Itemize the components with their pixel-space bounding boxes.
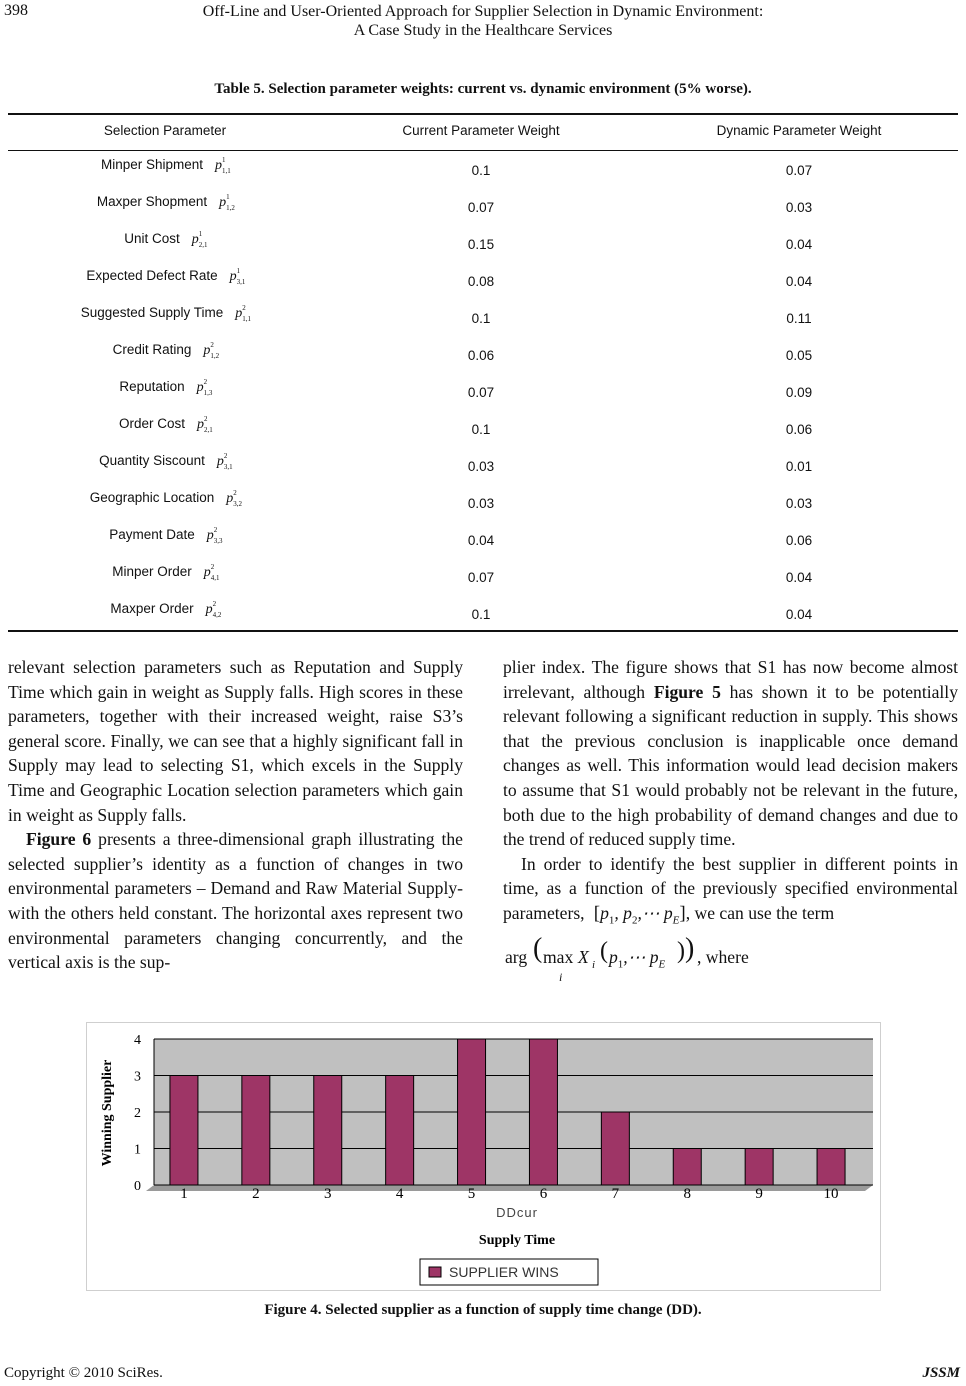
bar	[601, 1112, 629, 1185]
current-weight-cell: 0.06	[467, 348, 495, 363]
current-weight-cell: 0.1	[471, 311, 491, 326]
figure-4	[86, 1022, 881, 1291]
dynamic-weight-cell: 0.06	[785, 422, 813, 437]
table-row	[0, 157, 966, 194]
right-column	[503, 655, 958, 985]
current-weight-cell: 0.1	[471, 607, 491, 622]
table-row	[0, 342, 966, 379]
bar	[170, 1076, 198, 1186]
param-symbol: p 2 4,1	[203, 563, 220, 582]
running-title	[0, 2, 966, 40]
legend-swatch	[429, 1267, 441, 1277]
chart-title: Supply Time	[478, 1233, 556, 1248]
journal-name: JSSM	[922, 1365, 960, 1381]
legend-label: SUPPLIER WINS	[449, 1264, 559, 1280]
bar	[817, 1149, 845, 1186]
figure-ref: Figure 5	[653, 681, 721, 702]
copyright: Copyright © 2010 SciRes.	[4, 1365, 163, 1381]
dynamic-weight-cell: 0.01	[785, 459, 813, 474]
dynamic-weight-cell: 0.04	[785, 570, 813, 585]
current-weight-cell: 0.15	[467, 237, 495, 252]
figure-caption: Figure 4. Selected supplier as a function of supply time change (DD).	[264, 1302, 702, 1318]
param-name-cell: Maxper Shopment p 1 1,2	[96, 193, 235, 212]
table-bottom-rule	[8, 630, 958, 632]
dynamic-weight-cell: 0.11	[786, 311, 812, 326]
table-header-param: Selection Parameter	[103, 123, 227, 138]
y-tick-label: 3	[134, 1069, 141, 1085]
x-tick-label: 7	[611, 1186, 620, 1202]
table-header-rule	[8, 150, 958, 151]
param-name-cell: Payment Date p 2 3,3	[109, 526, 223, 545]
table-header-current: Current Parameter Weight	[402, 123, 560, 138]
dynamic-weight-cell: 0.09	[785, 385, 813, 400]
x-tick-label: 8	[683, 1186, 691, 1202]
bar	[386, 1076, 414, 1186]
param-symbol: p 1 3,1	[229, 267, 246, 286]
dynamic-weight-cell: 0.07	[785, 163, 813, 178]
param-symbol: p 2 3,2	[226, 489, 243, 508]
y-tick-label: 4	[134, 1033, 141, 1048]
x-tick-label: 4	[395, 1186, 404, 1202]
current-weight-cell: 0.07	[467, 570, 495, 585]
param-name-cell: Reputation p 2 1,3	[119, 378, 213, 397]
bar-chart	[87, 1023, 880, 1290]
current-weight-cell: 0.07	[467, 385, 495, 400]
current-weight-cell: 0.03	[467, 496, 495, 511]
param-name-cell: Geographic Location p 2 3,2	[89, 489, 243, 508]
dynamic-weight-cell: 0.04	[785, 274, 813, 289]
bar	[458, 1039, 486, 1185]
x-tick-label: 2	[252, 1186, 260, 1202]
x-tick-label: 3	[324, 1186, 332, 1202]
x-tick-label: 10	[823, 1186, 839, 1202]
vector-formula-body: $p_1$, $p_2,\cdots$ $p_E$	[600, 902, 680, 927]
table-row	[0, 564, 966, 601]
x-axis-label: DDcur	[496, 1205, 538, 1220]
figure-ref: Figure 6	[26, 829, 92, 850]
param-name-cell: Expected Defect Rate p 1 3,1	[86, 267, 246, 286]
table-row	[0, 231, 966, 268]
param-symbol: p 2 1,3	[196, 378, 213, 397]
param-name-cell: Credit Rating p 2 1,2	[112, 341, 220, 360]
table-header-dynamic: Dynamic Parameter Weight	[716, 123, 882, 138]
paragraph: relevant selection parameters such as Reputation and Supply Time which gain in weight as Supply falls. High scores in these parameters, together with their increased weight, raise S3’s general score. Finally, we can see that a highly significant fall in Supply may lead to selecting S1, which excels in the Supply Time and Geographic Location selection parameters which gain in weight as Supply falls.	[8, 657, 463, 825]
param-name-cell: Unit Cost p 1 2,1	[124, 230, 208, 249]
argmax-formula: arg ( max i X i ( $p_1,\cdots$ $p_E$ ) ) , where	[505, 933, 749, 985]
dynamic-weight-cell: 0.04	[785, 237, 813, 252]
param-symbol: p 2 3,1	[216, 452, 233, 471]
table-row	[0, 194, 966, 231]
bar	[314, 1076, 342, 1186]
x-tick-label: 9	[755, 1186, 763, 1202]
y-tick-label: 0	[134, 1179, 141, 1194]
param-name-cell: Minper Shipment p 1 1,1	[100, 156, 231, 175]
dynamic-weight-cell: 0.06	[785, 533, 813, 548]
param-name-cell: Quantity Siscount p 2 3,1	[99, 452, 233, 471]
table-row	[0, 601, 966, 638]
current-weight-cell: 0.1	[471, 422, 491, 437]
param-symbol: p 1 1,1	[215, 156, 231, 175]
table-top-rule	[8, 113, 958, 115]
table-row	[0, 305, 966, 342]
dynamic-weight-cell: 0.04	[785, 607, 813, 622]
current-weight-cell: 0.04	[467, 533, 495, 548]
param-name-cell: Suggested Supply Time p 2 1,1	[80, 304, 252, 323]
param-symbol: p 1 1,2	[219, 193, 235, 212]
paragraph: In order to identify the best supplier in different points in time, as a function of the previously specified environmental parameters, [$p_1$, $p_2,\cdots$ $p_E$], we can use the term	[503, 853, 958, 927]
bar	[529, 1039, 557, 1185]
current-weight-cell: 0.1	[471, 163, 491, 178]
running-title-line2: A Case Study in the Healthcare Services	[353, 22, 613, 39]
dynamic-weight-cell: 0.03	[785, 496, 813, 511]
table-row	[0, 527, 966, 564]
param-name-cell: Minper Order p 2 4,1	[112, 563, 220, 582]
bar	[673, 1149, 701, 1186]
current-weight-cell: 0.03	[467, 459, 495, 474]
dynamic-weight-cell: 0.03	[785, 200, 813, 215]
param-symbol: p 2 1,1	[235, 304, 252, 323]
y-axis-label: Winning Supplier	[100, 1059, 115, 1167]
table-row	[0, 453, 966, 490]
bar	[242, 1076, 270, 1186]
param-symbol: p 2 1,2	[203, 341, 220, 360]
table-row	[0, 416, 966, 453]
page-number: 398	[4, 2, 28, 19]
table-row	[0, 379, 966, 416]
param-symbol: p 2 3,3	[206, 526, 223, 545]
vector-formula: [	[588, 902, 601, 924]
param-symbol: p 2 4,2	[205, 600, 222, 619]
param-name-cell: Maxper Order p 2 4,2	[110, 600, 222, 619]
param-name-cell: Order Cost p 2 2,1	[118, 415, 213, 434]
x-tick-label: 6	[539, 1186, 548, 1202]
table-row	[0, 268, 966, 305]
table-row	[0, 490, 966, 527]
left-column	[8, 655, 463, 975]
current-weight-cell: 0.08	[467, 274, 495, 289]
table-caption: Table 5. Selection parameter weights: current vs. dynamic environment (5% worse).	[214, 81, 752, 97]
bar	[745, 1149, 773, 1186]
x-tick-label: 5	[467, 1186, 476, 1202]
x-tick-label: 1	[180, 1186, 188, 1202]
y-tick-label: 1	[134, 1142, 141, 1158]
running-title-line1: Off-Line and User-Oriented Approach for Supplier Selection in Dynamic Environment:	[202, 3, 764, 20]
param-symbol: p 1 2,1	[191, 230, 208, 249]
current-weight-cell: 0.07	[467, 200, 495, 215]
param-symbol: p 2 2,1	[197, 415, 213, 434]
paragraph: Figure 6 presents a three-dimensional graph illustrating the selected supplier’s identity as a function of changes in two environmental parameters – Demand and Raw Material Supply-with the others held constant. The horizontal axes represent two environmental parameters changing concurrently, and the vertical axis is the sup-	[8, 829, 463, 973]
dynamic-weight-cell: 0.05	[785, 348, 813, 363]
y-tick-label: 2	[134, 1106, 141, 1121]
paragraph: plier index. The figure shows that S1 has now become almost irrelevant, although Figure 5 has shown it to be potentially relevant following a significant reduction in supply. This shows that the previous conclusion is inapplicable once demand changes as well. This information would lead decision makers to assume that S1 would probably not be relevant in the future, both due to the high probability of demand changes and due to the trend of reduced supply time.	[503, 657, 958, 850]
